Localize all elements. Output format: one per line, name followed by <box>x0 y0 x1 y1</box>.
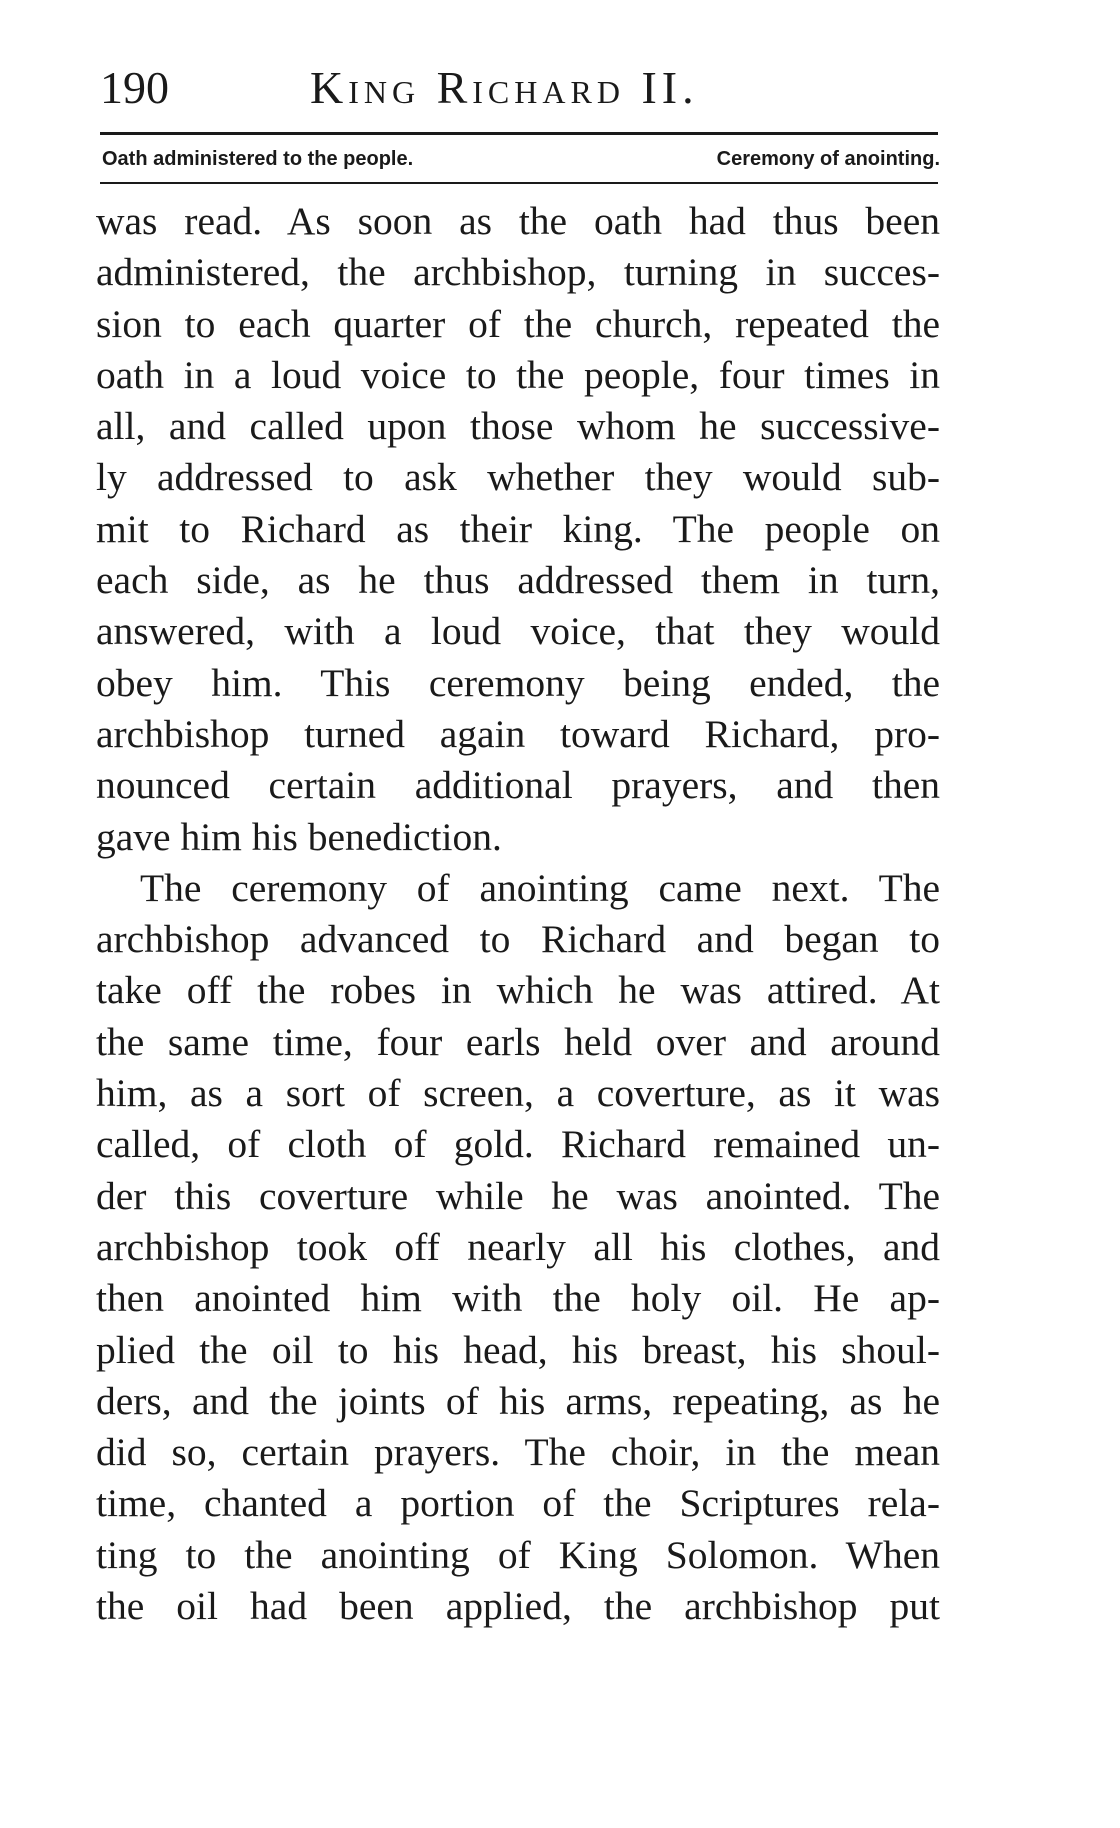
text-line: called, of cloth of gold. Richard remained un- <box>96 1122 940 1167</box>
text-line: him, as a sort of screen, a coverture, as it was <box>96 1071 940 1116</box>
text-line: did so, certain prayers. The choir, in the mean <box>96 1430 940 1475</box>
text-line: each side, as he thus addressed them in turn, <box>96 558 940 603</box>
sidenote-bar <box>100 138 940 180</box>
text-line: nounced certain additional prayers, and then <box>96 763 940 808</box>
text-line: then anointed him with the holy oil. He ap- <box>96 1276 940 1321</box>
sidenote-right: Ceremony of anointing. <box>716 148 940 170</box>
text-line: archbishop took off nearly all his clothes, and <box>96 1224 940 1269</box>
text-line: all, and called upon those whom he successive- <box>96 404 940 449</box>
paragraph-first-line: The ceremony of anointing came next. The <box>140 865 940 910</box>
page-number: 190 <box>100 62 169 113</box>
text-line: administered, the archbishop, turning in succes- <box>96 250 940 295</box>
sidenote-left: Oath administered to the people. <box>102 148 414 170</box>
sidenote-rule <box>100 182 938 184</box>
text-line: obey him. This ceremony being ended, the <box>96 660 940 705</box>
text-line: the oil had been applied, the archbishop put <box>96 1584 940 1629</box>
text-line: was read. As soon as the oath had thus been <box>96 199 940 243</box>
text-line: plied the oil to his head, his breast, his shoul- <box>96 1327 940 1372</box>
text-line: the same time, four earls held over and around <box>96 1019 940 1064</box>
header-rule <box>100 132 938 135</box>
text-line: archbishop turned again toward Richard, pro- <box>96 711 940 756</box>
text-line: archbishop advanced to Richard and began to <box>96 917 940 962</box>
running-head <box>100 58 940 118</box>
text-line: ders, and the joints of his arms, repeating, as he <box>96 1378 940 1423</box>
text-line: time, chanted a portion of the Scriptures rela- <box>96 1481 940 1526</box>
text-line: ting to the anointing of King Solomon. When <box>96 1532 940 1577</box>
text-line: der this coverture while he was anointed. The <box>96 1173 940 1218</box>
text-line: oath in a loud voice to the people, four times in <box>96 352 940 397</box>
text-line: sion to each quarter of the church, repeated the <box>96 301 940 346</box>
text-line: mit to Richard as their king. The people on <box>96 506 940 551</box>
paragraph-last-line: gave him his benediction. <box>96 814 502 859</box>
text-line: take off the robes in which he was attired. At <box>96 968 940 1013</box>
text-line: answered, with a loud voice, that they would <box>96 609 940 654</box>
running-title: King Richard II. <box>310 62 699 113</box>
body-text <box>96 196 940 1632</box>
text-line: ly addressed to ask whether they would sub- <box>96 455 940 500</box>
